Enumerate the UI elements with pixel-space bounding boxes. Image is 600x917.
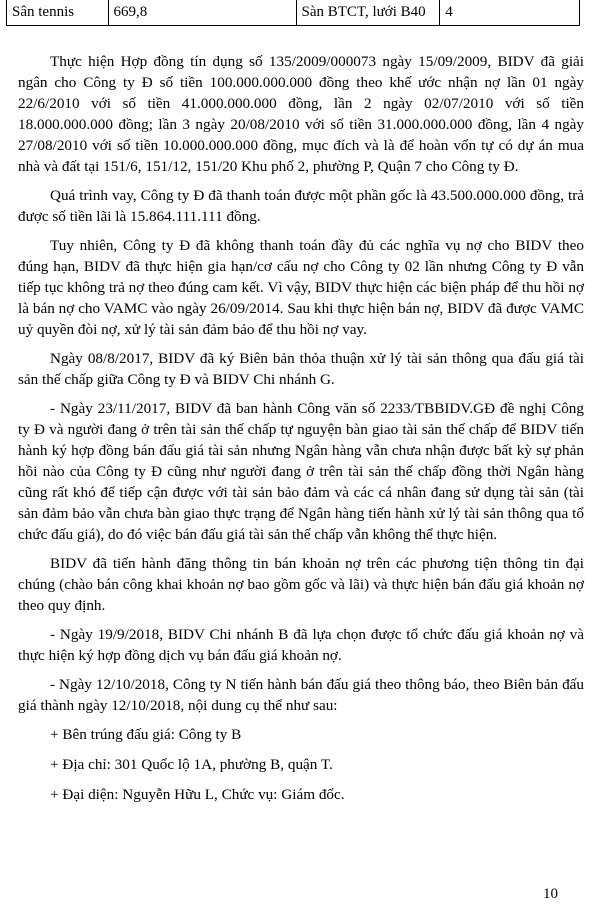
paragraph-auction-selection: - Ngày 19/9/2018, BIDV Chi nhánh B đã lựa chọn được tổ chức đấu giá khoản nợ và thực hiện ký hợp đồng dịch vụ bán đấu giá khoản nợ. <box>18 626 584 664</box>
paragraph-auction-result: - Ngày 12/10/2018, Công ty N tiến hành bán đấu giá theo thông báo, theo Biên bản đấu giá thành ngày 12/10/2018, nội dung cụ thể như sau: <box>18 676 584 714</box>
page-number: 10 <box>543 886 558 902</box>
paragraph-loan-disbursement: Thực hiện Hợp đồng tín dụng số 135/2009/000073 ngày 15/09/2009, BIDV đã giải ngân cho Công ty Đ số tiền 100.000.000.000 đồng theo khế ước nhận nợ lần 01 ngày 22/6/2010 với số tiền 41.000.000.000 đồng, lần 2 ngày 02/07/2010 với số tiền 18.000.000.000 đồng; lần 3 ngày 20/08/2010 với số tiền 31.000.000.000 đồng, lần 4 ngày 27/08/2010 với số tiền 10.000.000.000 đồng, mục đích và là để hoàn vốn tự có dự án mua nhà và đất tại 151/6, 151/12, 151/20 Khu phố 2, phường P, Quận 7 cho Công ty Đ. <box>18 53 584 175</box>
table-cell-name: Sân tennis <box>7 0 109 26</box>
list-item-representative: + Đại diện: Nguyễn Hữu L, Chức vụ: Giám đốc. <box>50 786 345 803</box>
table-row <box>7 0 580 26</box>
paragraph-repayment: Quá trình vay, Công ty Đ đã thanh toán được một phần gốc là 43.500.000.000 đồng, trả được số tiền lãi là 15.864.111.111 đồng. <box>18 187 584 225</box>
paragraph-default: Tuy nhiên, Công ty Đ đã không thanh toán đầy đủ các nghĩa vụ nợ cho BIDV theo đúng hạn, BIDV đã thực hiện gia hạn/cơ cấu nợ cho Công ty 02 lần nhưng Công ty Đ vẫn tiếp tục không trả nợ theo đúng cam kết. Vì vậy, BIDV thực hiện các biện pháp để thu hồi nợ là bán nợ cho VAMC vào ngày 26/09/2014. Sau khi thực hiện bán nợ, BIDV đã được VAMC uỷ quyền đòi nợ, xử lý tài sản đảm bảo để thu hồi nợ vay. <box>18 237 584 338</box>
asset-table <box>6 0 580 26</box>
table-cell-level: 4 <box>440 0 580 26</box>
paragraph-official-letter: - Ngày 23/11/2017, BIDV đã ban hành Công văn số 2233/TBBIDV.GĐ đề nghị Công ty Đ và người đang ở trên tài sản thế chấp tự nguyện bàn giao tài sản thế chấp để BIDV tiến hành ký hợp đồng bán đấu giá tài sản nhưng Ngân hàng vẫn chưa nhận được bất kỳ sự phản hồi nào của Công ty Đ cũng như người đang ở trên tài sản thế chấp đồng thời Ngân hàng cũng rất khó để tiếp cận được với tài sản bảo đảm và các cá nhân đang sử dụng tài sản (tài sản đảm bảo vẫn chưa bàn giao thực trạng để Ngân hàng tiến hành xử lý tài sản thông qua tổ chức đấu giá), do đó việc bán đấu giá tài sản thế chấp vẫn không thể thực hiện. <box>18 400 584 543</box>
paragraph-agreement: Ngày 08/8/2017, BIDV đã ký Biên bản thỏa thuận xử lý tài sản thông qua đấu giá tài sản thế chấp giữa Công ty Đ và BIDV Chi nhánh G. <box>18 350 584 388</box>
table-cell-structure: Sàn BTCT, lưới B40 <box>296 0 440 26</box>
list-item-address: + Địa chỉ: 301 Quốc lộ 1A, phường B, quận T. <box>50 756 333 773</box>
document-body <box>18 51 584 814</box>
paragraph-public-notice: BIDV đã tiến hành đăng thông tin bán khoản nợ trên các phương tiện thông tin đại chúng (chào bán công khai khoản nợ bao gồm gốc và lãi) và thực hiện bán đấu giá khoản nợ theo quy định. <box>18 555 584 614</box>
list-item-winner: + Bên trúng đấu giá: Công ty B <box>50 726 242 743</box>
table-cell-area: 669,8 <box>108 0 296 26</box>
